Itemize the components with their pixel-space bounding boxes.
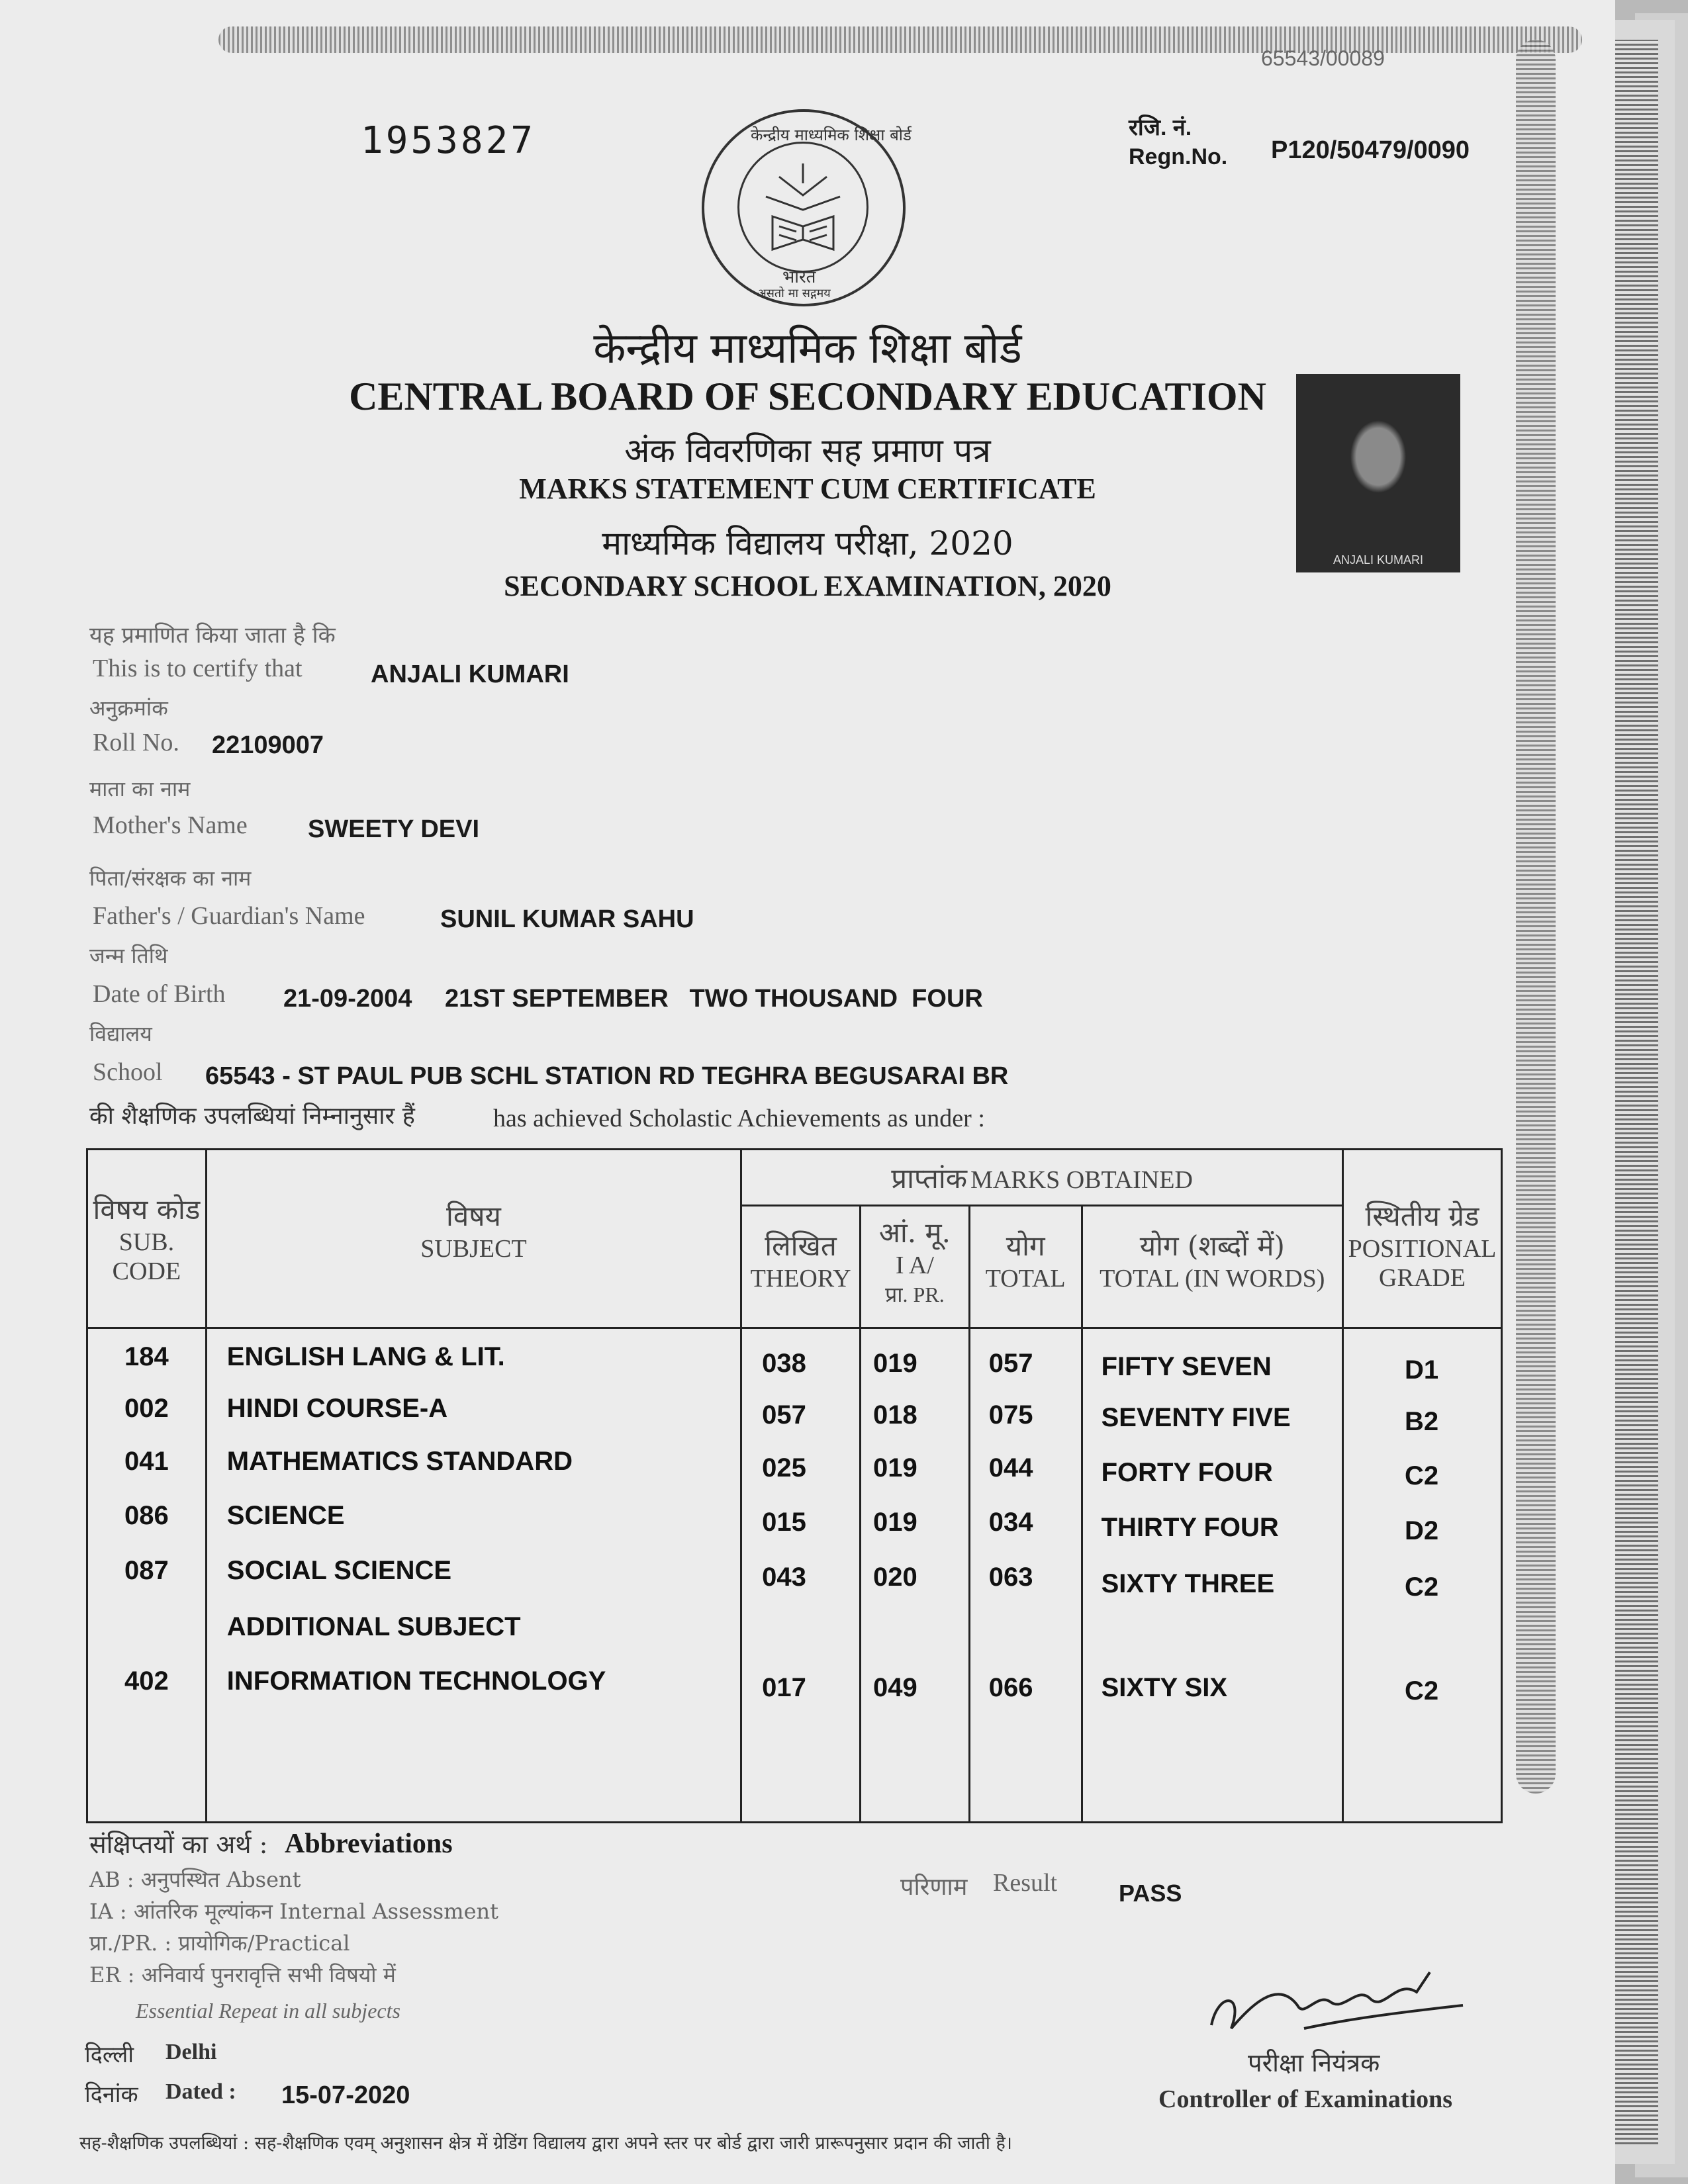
dated-label-hi: दिनांक bbox=[85, 2081, 138, 2108]
abbrev-repeat-hi: ER : अनिवार्य पुनरावृत्ति सभी विषयो में bbox=[89, 1962, 396, 1987]
theory-5: 043 bbox=[762, 1563, 806, 1592]
serial-number: 1953827 bbox=[361, 119, 536, 162]
header-words-hi: योग (शब्दों में) bbox=[1139, 1230, 1285, 1262]
subject-2: HINDI COURSE-A bbox=[226, 1394, 448, 1423]
col-subject bbox=[206, 1328, 741, 1823]
col-words bbox=[1082, 1328, 1342, 1823]
board-title-hi: केन्द्रीय माध्यमिक शिक्षा बोर्ड bbox=[593, 324, 1022, 373]
grade-2: B2 bbox=[1404, 1407, 1439, 1436]
student-name: ANJALI KUMARI bbox=[371, 660, 569, 688]
grade-4: D2 bbox=[1404, 1516, 1439, 1545]
dob-words: 21ST SEPTEMBER TWO THOUSAND FOUR bbox=[445, 985, 983, 1013]
seal-country: भारत bbox=[782, 267, 816, 287]
dob-value: 21-09-2004 bbox=[283, 985, 412, 1013]
father-label-en: Father's / Guardian's Name bbox=[93, 902, 365, 930]
result-label-hi: परिणाम bbox=[900, 1874, 968, 1901]
words-3: FORTY FOUR bbox=[1101, 1458, 1273, 1487]
col-code bbox=[87, 1328, 207, 1823]
father-label-hi: पिता/संरक्षक का नाम bbox=[89, 866, 252, 891]
seal-top-text: केन्द्रीय माध्यमिक शिक्षा बोर्ड bbox=[751, 126, 912, 144]
header-ia-en1: I A/ bbox=[895, 1251, 934, 1279]
subject-1: ENGLISH LANG & LIT. bbox=[226, 1342, 505, 1371]
controller-signature bbox=[1205, 1966, 1470, 2045]
roll-label-hi: अनुक्रमांक bbox=[89, 696, 168, 721]
total-4: 034 bbox=[988, 1508, 1033, 1537]
header-words-en: TOTAL (IN WORDS) bbox=[1100, 1265, 1325, 1293]
dated-label-en: Dated : bbox=[165, 2079, 236, 2104]
grade-1: D1 bbox=[1404, 1355, 1439, 1385]
ia-additional: 049 bbox=[873, 1673, 917, 1702]
theory-4: 015 bbox=[762, 1508, 806, 1537]
ia-4: 019 bbox=[873, 1508, 917, 1537]
header-marks-hi: प्राप्तांक bbox=[891, 1161, 967, 1195]
header-ia bbox=[861, 1206, 970, 1328]
subject-5: SOCIAL SCIENCE bbox=[226, 1556, 452, 1585]
words-2: SEVENTY FIVE bbox=[1101, 1403, 1291, 1432]
exam-title-hi: माध्यमिक विद्यालय परीक्षा, 2020 bbox=[602, 524, 1013, 563]
header-subject-hi: विषय bbox=[446, 1200, 501, 1232]
dob-label-en: Date of Birth bbox=[93, 980, 226, 1008]
place-hi: दिल्ली bbox=[85, 2042, 134, 2068]
marks-table bbox=[86, 1148, 1503, 1823]
theory-2: 057 bbox=[762, 1400, 806, 1430]
col-total bbox=[969, 1328, 1082, 1823]
header-grade-en1: POSITIONAL bbox=[1348, 1235, 1497, 1263]
header-total bbox=[969, 1206, 1082, 1328]
words-additional: SIXTY SIX bbox=[1101, 1673, 1228, 1702]
code-3: 041 bbox=[124, 1447, 169, 1476]
abbrev-repeat-en: Essential Repeat in all subjects bbox=[136, 1999, 400, 2023]
school-label-hi: विद्यालय bbox=[89, 1021, 152, 1046]
result-label-en: Result bbox=[993, 1869, 1058, 1897]
seal-inner-ring bbox=[737, 142, 868, 273]
student-photo bbox=[1296, 374, 1460, 572]
achieved-label-hi: की शैक्षणिक उपलब्धियां निम्नानुसार हैं bbox=[89, 1103, 415, 1130]
header-ia-hi: आं. मू. bbox=[878, 1216, 951, 1249]
total-additional: 066 bbox=[988, 1673, 1033, 1702]
document-code: 65543/00089 bbox=[1261, 46, 1385, 70]
board-title-en: CENTRAL BOARD OF SECONDARY EDUCATION bbox=[349, 375, 1266, 418]
roll-number: 22109007 bbox=[212, 731, 324, 759]
header-marks-obtained bbox=[741, 1150, 1343, 1206]
col-theory bbox=[741, 1328, 861, 1823]
security-border-right bbox=[1516, 40, 1556, 1794]
regn-label-en: Regn.No. bbox=[1129, 144, 1228, 169]
controller-title-en: Controller of Examinations bbox=[1158, 2085, 1453, 2113]
total-2: 075 bbox=[988, 1400, 1033, 1430]
header-marks-en: MARKS OBTAINED bbox=[970, 1165, 1193, 1194]
code-2: 002 bbox=[124, 1394, 169, 1423]
controller-title-hi: परीक्षा नियंत्रक bbox=[1248, 2048, 1380, 2077]
certify-label-en: This is to certify that bbox=[93, 655, 303, 682]
dob-label-hi: जन्म तिथि bbox=[89, 943, 168, 968]
security-border-back bbox=[1609, 40, 1658, 2144]
header-ia-en2: प्रा. PR. bbox=[885, 1283, 945, 1306]
total-5: 063 bbox=[988, 1563, 1033, 1592]
father-name: SUNIL KUMAR SAHU bbox=[440, 905, 694, 933]
grade-3: C2 bbox=[1404, 1461, 1439, 1490]
words-1: FIFTY SEVEN bbox=[1101, 1352, 1272, 1381]
theory-additional: 017 bbox=[762, 1673, 806, 1702]
cbse-seal bbox=[702, 109, 912, 306]
dated-value: 15-07-2020 bbox=[281, 2081, 410, 2109]
header-subject-en: SUBJECT bbox=[420, 1235, 527, 1263]
code-5: 087 bbox=[124, 1556, 169, 1585]
certificate-title-hi: अंक विवरणिका सह प्रमाण पत्र bbox=[624, 432, 991, 470]
ia-2: 018 bbox=[873, 1400, 917, 1430]
regn-label-hi: रजि. नं. bbox=[1129, 115, 1192, 140]
abbrev-internal: IA : आंतरिक मूल्यांकन Internal Assessment bbox=[89, 1899, 498, 1924]
result-value: PASS bbox=[1119, 1880, 1182, 1907]
place-en: Delhi bbox=[165, 2040, 217, 2064]
subject-4: SCIENCE bbox=[226, 1501, 345, 1530]
regn-number: P120/50479/0090 bbox=[1271, 136, 1470, 164]
words-5: SIXTY THREE bbox=[1101, 1569, 1275, 1598]
code-additional: 402 bbox=[124, 1666, 169, 1696]
header-grade-en2: GRADE bbox=[1379, 1264, 1466, 1292]
abbrev-heading-hi: संक्षिप्तयों का अर्थ : bbox=[89, 1830, 268, 1859]
subject-additional: INFORMATION TECHNOLOGY bbox=[226, 1666, 606, 1696]
header-subject bbox=[206, 1150, 741, 1328]
seal-motto: असतो मा सद्गमय bbox=[757, 287, 831, 300]
mother-label-hi: माता का नाम bbox=[89, 776, 191, 801]
theory-1: 038 bbox=[762, 1349, 806, 1378]
table-body-row bbox=[87, 1328, 1502, 1823]
additional-subject-label: ADDITIONAL SUBJECT bbox=[226, 1612, 521, 1641]
photo-caption: ANJALI KUMARI bbox=[1333, 553, 1424, 567]
header-words bbox=[1082, 1206, 1342, 1328]
certify-label-hi: यह प्रमाणित किया जाता है कि bbox=[89, 622, 336, 649]
school-label-en: School bbox=[93, 1058, 163, 1086]
total-1: 057 bbox=[988, 1349, 1033, 1378]
mother-name: SWEETY DEVI bbox=[308, 815, 480, 843]
subject-3: MATHEMATICS STANDARD bbox=[226, 1447, 573, 1476]
words-4: THIRTY FOUR bbox=[1101, 1513, 1279, 1542]
achieved-label-en: has achieved Scholastic Achievements as under : bbox=[493, 1105, 985, 1132]
header-theory bbox=[741, 1206, 861, 1328]
header-total-hi: योग bbox=[1006, 1230, 1045, 1262]
lamp-book-icon bbox=[739, 144, 867, 271]
roll-label-en: Roll No. bbox=[93, 729, 179, 756]
header-theory-hi: लिखित bbox=[765, 1230, 837, 1262]
abbrev-absent: AB : अनुपस्थित Absent bbox=[89, 1867, 301, 1892]
header-grade bbox=[1342, 1150, 1501, 1328]
school-name: 65543 - ST PAUL PUB SCHL STATION RD TEGHRA BEGUSARAI BR bbox=[205, 1062, 1009, 1090]
total-3: 044 bbox=[988, 1453, 1033, 1482]
col-ia bbox=[861, 1328, 970, 1823]
ia-1: 019 bbox=[873, 1349, 917, 1378]
mother-label-en: Mother's Name bbox=[93, 811, 248, 839]
col-grade bbox=[1342, 1328, 1501, 1823]
header-total-en: TOTAL bbox=[985, 1265, 1066, 1293]
header-sub-code-en2: CODE bbox=[112, 1257, 181, 1285]
exam-title-en: SECONDARY SCHOOL EXAMINATION, 2020 bbox=[504, 570, 1111, 602]
header-sub-code-en1: SUB. bbox=[118, 1228, 175, 1256]
header-theory-en: THEORY bbox=[750, 1265, 851, 1293]
certificate-title-en: MARKS STATEMENT CUM CERTIFICATE bbox=[519, 473, 1096, 505]
theory-3: 025 bbox=[762, 1453, 806, 1482]
header-grade-hi: स्थितीय ग्रेड bbox=[1365, 1200, 1479, 1232]
header-sub-code bbox=[87, 1150, 207, 1328]
footnote: सह-शैक्षणिक उपलब्धियां : सह-शैक्षणिक एवम् अनुशासन क्षेत्र में ग्रेडिंग विद्यालय द्वारा अपने स्तर पर बोर्ड द्वारा जारी प्रारूपनुसार प्रदान की जाती है। bbox=[79, 2133, 1013, 2154]
grade-additional: C2 bbox=[1404, 1676, 1439, 1706]
code-4: 086 bbox=[124, 1501, 169, 1530]
abbrev-heading-en: Abbreviations bbox=[285, 1829, 453, 1859]
header-sub-code-hi: विषय कोड bbox=[93, 1193, 201, 1226]
abbrev-practical: प्रा./PR. : प्रायोगिक/Practical bbox=[89, 1931, 350, 1956]
code-1: 184 bbox=[124, 1342, 169, 1371]
ia-5: 020 bbox=[873, 1563, 917, 1592]
ia-3: 019 bbox=[873, 1453, 917, 1482]
grade-5: C2 bbox=[1404, 1572, 1439, 1602]
